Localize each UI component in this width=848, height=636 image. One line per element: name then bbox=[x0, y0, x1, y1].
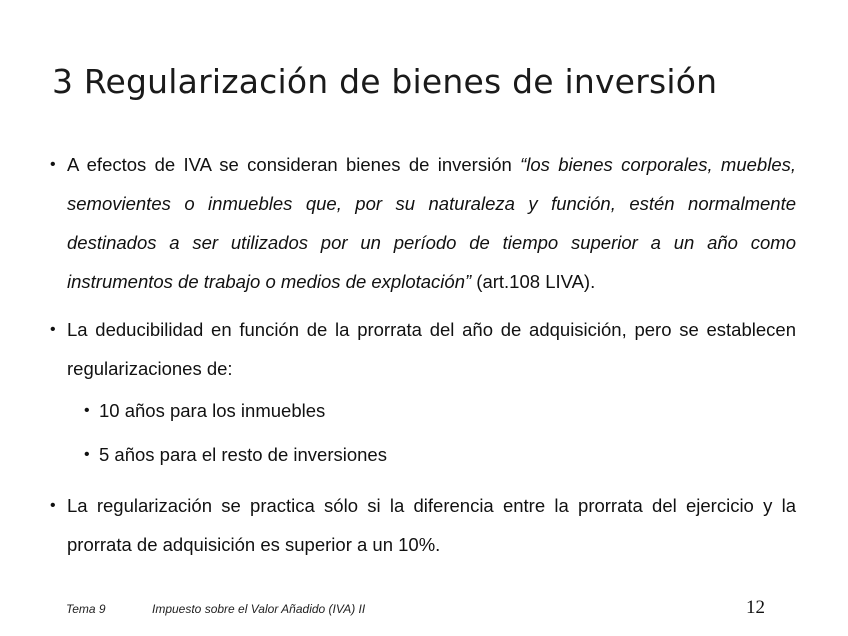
footer-subject: Impuesto sobre el Valor Añadido (IVA) II bbox=[152, 602, 366, 616]
definition-quote: “los bienes corporales, muebles, semovientes o inmuebles que, por su naturaleza y función, estén normalmente destinados a ser utilizados por un período de tiempo superior a un año como instrumentos de trabajo o medios de explotación” bbox=[67, 154, 797, 292]
bullet-item-deducibilidad bbox=[50, 310, 796, 477]
sub-item-inmuebles: • 10 años para los inmuebles bbox=[84, 389, 796, 433]
deducibilidad-text: La deducibilidad en función de la prorrata del año de adquisición, pero se establecen regularizaciones de: bbox=[67, 319, 796, 379]
bullet-item-regularizacion: • La regularización se practica sólo si la diferencia entre la prorrata del ejercicio y la prorrata de adquisición es superior a un 10%. bbox=[50, 486, 796, 564]
bullet-item-definition bbox=[50, 145, 796, 301]
footer-tema: Tema 9 bbox=[66, 602, 106, 616]
definition-lead-text: A efectos de IVA se consideran bienes de inversión bbox=[67, 154, 521, 175]
sub-item-resto: • 5 años para el resto de inversiones bbox=[84, 433, 796, 477]
definition-reference: (art.108 LIVA). bbox=[471, 271, 596, 292]
page-number: 12 bbox=[746, 597, 765, 618]
sub-bullet-list bbox=[67, 389, 796, 477]
bullet-list bbox=[50, 145, 796, 573]
slide-title: 3 Regularización de bienes de inversión bbox=[52, 62, 718, 101]
